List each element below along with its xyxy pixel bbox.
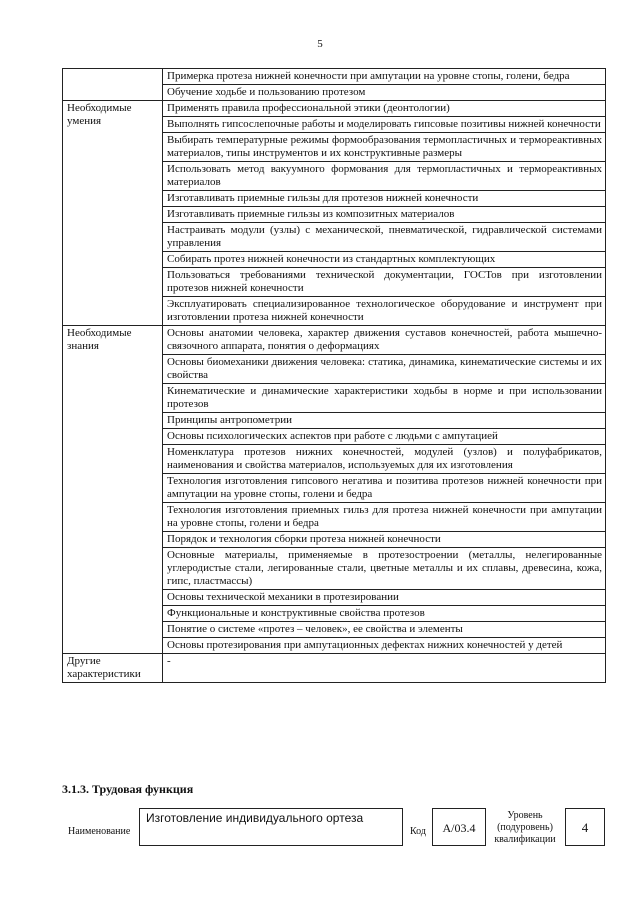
section-title: 3.1.3. Трудовая функция (62, 782, 194, 796)
qualification-level-label: Уровень (подуровень) квалификации (494, 810, 556, 845)
row-item: Использовать метод вакуумного формования для термопластичных и термореактивных материалов (163, 162, 606, 191)
row-item: - (163, 654, 606, 683)
row-item: Функциональные и конструктивные свойства протезов (163, 606, 606, 622)
row-item: Примерка протеза нижней конечности при ампутации на уровне стопы, голени, бедра (163, 69, 606, 85)
row-item: Основы протезирования при ампутационных дефектах нижних конечностей у детей (163, 638, 606, 654)
row-item: Изготавливать приемные гильзы для протезов нижней конечности (163, 191, 606, 207)
name-value: Изготовление индивидуального ортеза (139, 808, 403, 846)
row-item: Основы технической механики в протезировании (163, 590, 606, 606)
code-label: Код (410, 826, 426, 837)
table-row (63, 326, 606, 355)
labor-function-header (62, 808, 606, 852)
row-item: Технология изготовления гипсового негатива и позитива протезов нижней конечности при ампутации на уровне стопы, голени и бедра (163, 474, 606, 503)
row-item: Обучение ходьбе и пользованию протезом (163, 85, 606, 101)
table-row (63, 69, 606, 85)
page-number: 5 (317, 38, 323, 50)
row-item: Пользоваться требованиями технической документации, ГОСТов при изготовлении протезов нижней конечности (163, 268, 606, 297)
table-row (63, 101, 606, 117)
row-item: Порядок и технология сборки протеза нижней конечности (163, 532, 606, 548)
row-item: Технология изготовления приемных гильз для протеза нижней конечности при ампутации на уровне стопы, голени и бедра (163, 503, 606, 532)
row-item: Применять правила профессиональной этики (деонтологии) (163, 101, 606, 117)
name-label: Наименование (68, 826, 131, 837)
row-category: Необходимые знания (63, 326, 163, 654)
row-item: Номенклатура протезов нижних конечностей, модулей (узлов) и полуфабрикатов, наименования и свойства материалов, используемых для их изготовления (163, 445, 606, 474)
row-item: Кинематические и динамические характеристики ходьбы в норме и при использовании протезов (163, 384, 606, 413)
row-item: Выполнять гипсослепочные работы и моделировать гипсовые позитивы нижней конечности (163, 117, 606, 133)
row-item: Изготавливать приемные гильзы из композитных материалов (163, 207, 606, 223)
row-category (63, 69, 163, 101)
table-row (63, 654, 606, 683)
row-item: Настраивать модули (узлы) с механической, пневматической, гидравлической системами управления (163, 223, 606, 252)
row-item: Понятие о системе «протез – человек», ее свойства и элементы (163, 622, 606, 638)
row-item: Принципы антропометрии (163, 413, 606, 429)
row-category: Необходимые умения (63, 101, 163, 326)
qualification-level-value: 4 (565, 808, 605, 846)
row-item: Основы биомеханики движения человека: статика, динамика, кинематические системы и их свойства (163, 355, 606, 384)
row-item: Собирать протез нижней конечности из стандартных комплектующих (163, 252, 606, 268)
row-category: Другие характеристики (63, 654, 163, 683)
row-item: Эксплуатировать специализированное технологическое оборудование и инструмент при изготовлении протеза нижней конечности (163, 297, 606, 326)
row-item: Основные материалы, применяемые в протезостроении (металлы, нелегированные углеродистые стали, легированные стали, цветные металлы и их сплавы, древесина, кожа, гипс, пластмассы) (163, 548, 606, 590)
row-item: Выбирать температурные режимы формообразования термопластичных и термореактивных материалов, типы инструментов и их конструктивные размеры (163, 133, 606, 162)
row-item: Основы психологических аспектов при работе с людьми с ампутацией (163, 429, 606, 445)
requirements-table (62, 68, 606, 683)
row-item: Основы анатомии человека, характер движения суставов конечностей, работа мышечно-связочного аппарата, понятия о деформациях (163, 326, 606, 355)
code-value: А/03.4 (432, 808, 486, 846)
